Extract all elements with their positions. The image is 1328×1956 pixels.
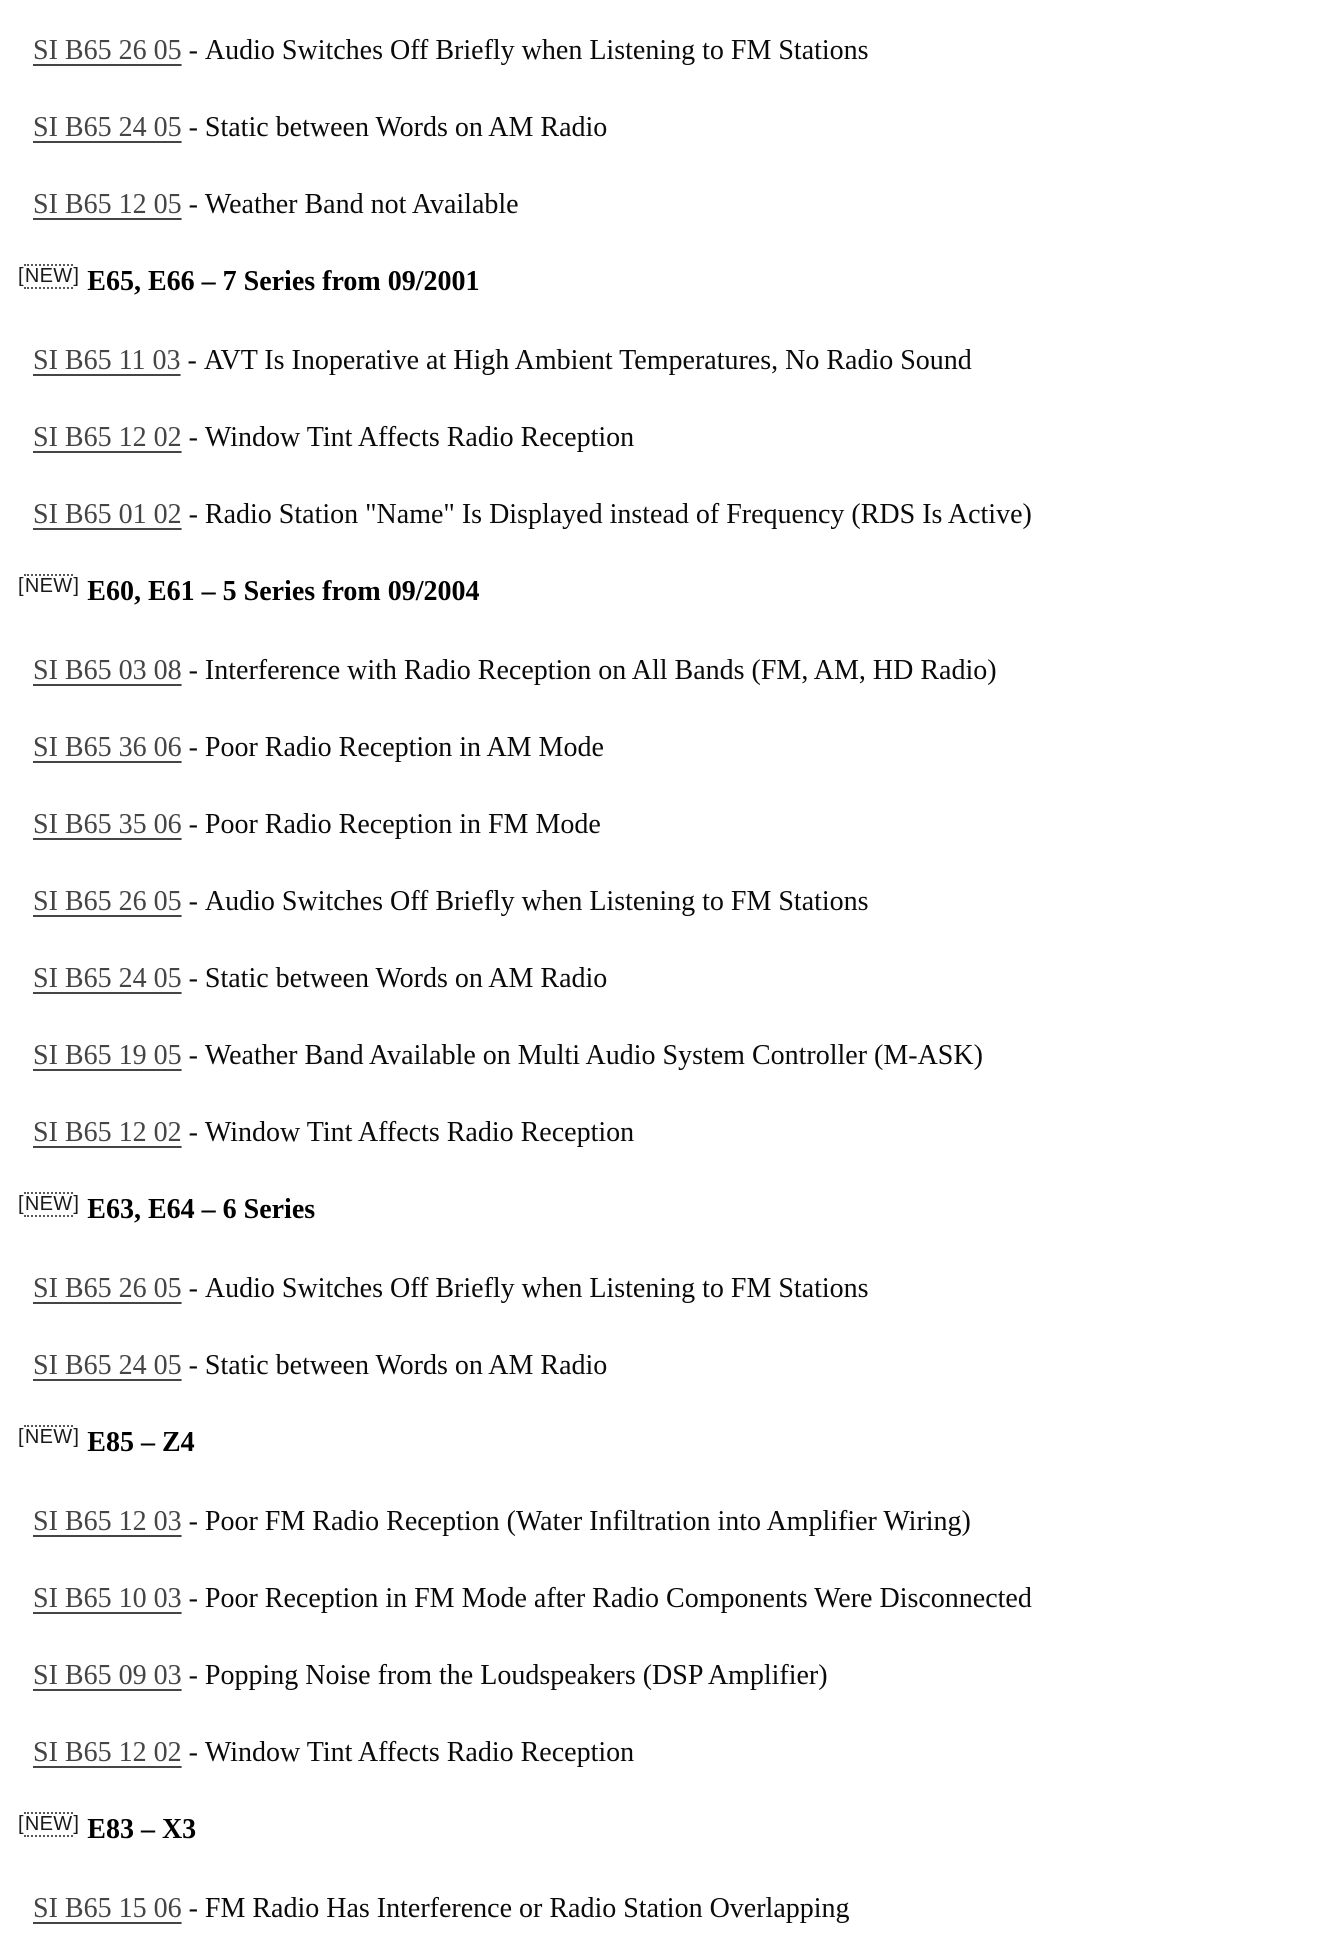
bulletin-row — [0, 656, 1328, 686]
new-label: NEW — [24, 1426, 73, 1448]
separator: - — [188, 112, 198, 143]
separator: - — [188, 1893, 198, 1924]
badge-close-bracket: ] — [73, 575, 80, 597]
bulletin-title: Popping Noise from the Loudspeakers (DSP Amplifier) — [204, 1660, 828, 1691]
bulletin-row — [0, 1041, 1328, 1071]
bulletin-row — [0, 810, 1328, 840]
bulletin-title: Audio Switches Off Briefly when Listening to FM Stations — [204, 1273, 869, 1304]
separator: - — [188, 1660, 198, 1691]
bulletin-link[interactable]: SI B65 12 02 — [33, 1737, 182, 1768]
new-label: NEW — [24, 1813, 73, 1835]
separator: - — [188, 655, 198, 686]
section-header-row — [0, 577, 1328, 609]
badge-close-bracket: ] — [73, 1426, 80, 1448]
bulletin-row — [0, 36, 1328, 66]
bulletin-title: Audio Switches Off Briefly when Listening to FM Stations — [204, 886, 869, 917]
bulletin-link[interactable]: SI B65 24 05 — [33, 112, 182, 143]
badge-open-bracket: [ — [18, 265, 24, 287]
bulletin-row — [0, 1351, 1328, 1381]
bulletin-link[interactable]: SI B65 19 05 — [33, 1040, 182, 1071]
new-badge — [18, 571, 79, 601]
bulletin-row — [0, 190, 1328, 220]
bulletin-row — [0, 1507, 1328, 1537]
section-heading: E85 – Z4 — [87, 1427, 195, 1458]
bulletin-title: AVT Is Inoperative at High Ambient Temperatures, No Radio Sound — [203, 345, 972, 376]
separator: - — [188, 422, 198, 453]
separator: - — [188, 1506, 198, 1537]
badge-open-bracket: [ — [18, 1193, 24, 1215]
bulletin-link[interactable]: SI B65 24 05 — [33, 1350, 182, 1381]
bulletin-row — [0, 1894, 1328, 1924]
bulletin-row — [0, 1274, 1328, 1304]
bulletin-link[interactable]: SI B65 24 05 — [33, 963, 182, 994]
separator: - — [188, 35, 198, 66]
bulletin-link[interactable]: SI B65 01 02 — [33, 499, 182, 530]
bulletin-link[interactable]: SI B65 11 03 — [33, 345, 181, 376]
bulletin-link[interactable]: SI B65 26 05 — [33, 886, 182, 917]
bulletin-row — [0, 346, 1328, 376]
bulletin-title: Weather Band not Available — [204, 189, 519, 220]
bulletin-title: Weather Band Available on Multi Audio System Controller (M-ASK) — [204, 1040, 983, 1071]
bulletin-title: FM Radio Has Interference or Radio Station Overlapping — [204, 1893, 850, 1924]
separator: - — [188, 1583, 198, 1614]
bulletin-row — [0, 964, 1328, 994]
bulletin-row — [0, 887, 1328, 917]
badge-close-bracket: ] — [73, 1193, 80, 1215]
separator: - — [188, 1117, 198, 1148]
separator: - — [188, 1273, 198, 1304]
bulletin-link[interactable]: SI B65 35 06 — [33, 809, 182, 840]
new-badge — [18, 1422, 79, 1452]
separator: - — [188, 732, 198, 763]
separator: - — [188, 1737, 198, 1768]
bulletin-link[interactable]: SI B65 15 06 — [33, 1893, 182, 1924]
bulletin-title: Poor Radio Reception in AM Mode — [204, 732, 604, 763]
bulletin-title: Interference with Radio Reception on All Bands (FM, AM, HD Radio) — [204, 655, 997, 686]
separator: - — [188, 963, 198, 994]
bulletin-link[interactable]: SI B65 09 03 — [33, 1660, 182, 1691]
bulletin-link[interactable]: SI B65 12 02 — [33, 422, 182, 453]
bulletin-row — [0, 1738, 1328, 1768]
bulletin-title: Poor Reception in FM Mode after Radio Components Were Disconnected — [204, 1583, 1032, 1614]
new-badge — [18, 1189, 79, 1219]
new-label: NEW — [24, 1193, 73, 1215]
separator: - — [188, 189, 198, 220]
new-badge — [18, 1809, 79, 1839]
new-label: NEW — [24, 265, 73, 287]
bulletin-row — [0, 1118, 1328, 1148]
bulletin-link[interactable]: SI B65 12 05 — [33, 189, 182, 220]
separator: - — [188, 1350, 198, 1381]
bulletin-title: Window Tint Affects Radio Reception — [204, 1117, 635, 1148]
bulletin-link[interactable]: SI B65 26 05 — [33, 35, 182, 66]
section-header-row — [0, 267, 1328, 299]
new-label: NEW — [24, 575, 73, 597]
bulletin-row — [0, 1584, 1328, 1614]
new-badge — [18, 261, 79, 291]
bulletin-link[interactable]: SI B65 03 08 — [33, 655, 182, 686]
bulletin-title: Poor Radio Reception in FM Mode — [204, 809, 601, 840]
section-heading: E65, E66 – 7 Series from 09/2001 — [87, 266, 480, 297]
bulletin-title: Static between Words on AM Radio — [204, 1350, 608, 1381]
section-header-row — [0, 1195, 1328, 1227]
bulletin-link[interactable]: SI B65 36 06 — [33, 732, 182, 763]
section-header-row — [0, 1815, 1328, 1847]
bulletin-title: Window Tint Affects Radio Reception — [204, 422, 635, 453]
bulletin-link[interactable]: SI B65 26 05 — [33, 1273, 182, 1304]
bulletin-title: Static between Words on AM Radio — [204, 963, 608, 994]
separator: - — [188, 886, 198, 917]
badge-open-bracket: [ — [18, 575, 24, 597]
bulletin-row — [0, 500, 1328, 530]
separator: - — [188, 499, 198, 530]
bulletin-title: Poor FM Radio Reception (Water Infiltration into Amplifier Wiring) — [204, 1506, 971, 1537]
bulletin-list — [0, 36, 1328, 1924]
bulletin-title: Static between Words on AM Radio — [204, 112, 608, 143]
badge-close-bracket: ] — [73, 1813, 80, 1835]
bulletin-link[interactable]: SI B65 10 03 — [33, 1583, 182, 1614]
separator: - — [188, 809, 198, 840]
bulletin-row — [0, 1661, 1328, 1691]
separator: - — [188, 1040, 198, 1071]
bulletin-title: Window Tint Affects Radio Reception — [204, 1737, 635, 1768]
bulletin-row — [0, 733, 1328, 763]
badge-open-bracket: [ — [18, 1426, 24, 1448]
separator: - — [187, 345, 197, 376]
bulletin-row — [0, 423, 1328, 453]
bulletin-row — [0, 113, 1328, 143]
section-header-row — [0, 1428, 1328, 1460]
bulletin-title: Audio Switches Off Briefly when Listening to FM Stations — [204, 35, 869, 66]
bulletin-link[interactable]: SI B65 12 03 — [33, 1506, 182, 1537]
section-heading: E83 – X3 — [87, 1814, 197, 1845]
bulletin-link[interactable]: SI B65 12 02 — [33, 1117, 182, 1148]
section-heading: E60, E61 – 5 Series from 09/2004 — [87, 576, 480, 607]
badge-close-bracket: ] — [73, 265, 80, 287]
badge-open-bracket: [ — [18, 1813, 24, 1835]
bulletin-title: Radio Station "Name" Is Displayed instead of Frequency (RDS Is Active) — [204, 499, 1032, 530]
section-heading: E63, E64 – 6 Series — [87, 1194, 316, 1225]
